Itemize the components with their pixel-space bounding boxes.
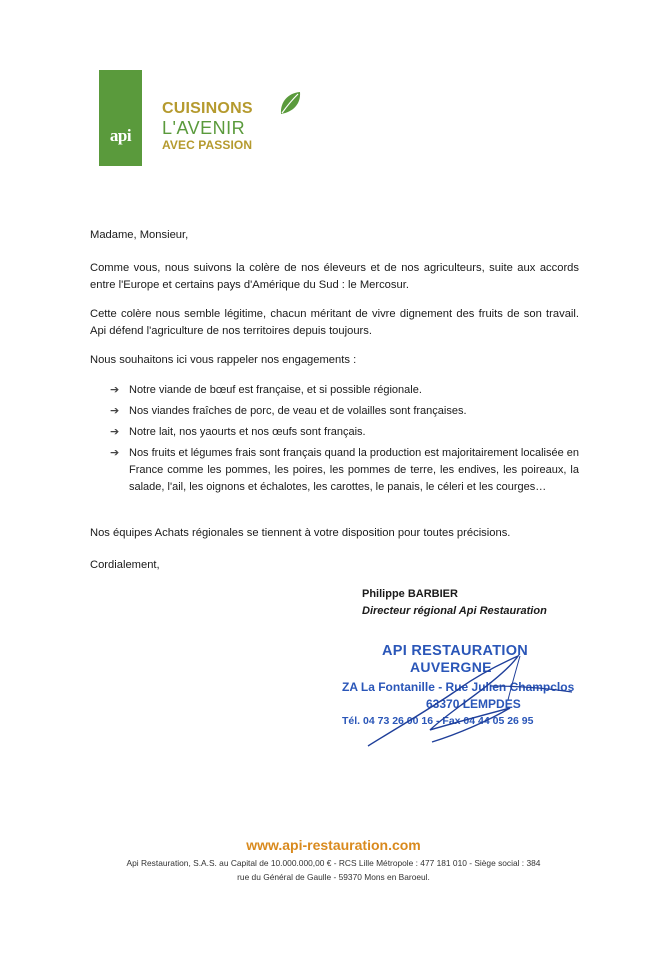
- signer-title: Directeur régional Api Restauration: [362, 605, 547, 617]
- tagline-line2: L'AVENIR: [162, 118, 246, 138]
- commitments-list: [110, 382, 579, 500]
- list-item: [110, 424, 579, 441]
- stamp-line2: AUVERGNE: [410, 659, 492, 675]
- closing: Cordialement,: [90, 559, 160, 571]
- handwritten-signature: [340, 646, 580, 756]
- salutation: Madame, Monsieur,: [90, 229, 189, 241]
- stamp-line1: API RESTAURATION: [382, 643, 529, 659]
- list-item: [110, 445, 579, 496]
- commitment-text: Nos viandes fraîches de porc, de veau et de volailles sont françaises.: [129, 405, 467, 417]
- right-arrow-icon: ➔: [110, 447, 120, 459]
- list-item: [110, 382, 579, 399]
- legal-line2: rue du Général de Gaulle - 59370 Mons en Baroeul.: [237, 872, 430, 882]
- commitment-text: Notre viande de bœuf est française, et si possible régionale.: [129, 384, 422, 396]
- api-logo: [99, 70, 142, 166]
- list-item: [110, 403, 579, 420]
- stamp-line5: Tél. 04 73 26 00 16 - Fax 04 44 05 26 95: [342, 715, 534, 727]
- leaf-icon: [278, 90, 302, 116]
- signature-block: [362, 586, 547, 620]
- stamp-line3: ZA La Fontanille - Rue Julien Champclos: [342, 680, 575, 694]
- paragraph-2: Cette colère nous semble légitime, chacun méritant de vivre dignement des fruits de son travail. Api défend l'agriculture de nos territoires depuis toujours.: [90, 308, 579, 337]
- tagline-line1: CUISINONS: [162, 100, 253, 117]
- commitment-text: Nos fruits et légumes frais sont français quand la production est majoritairement localisée en France comme les pommes, les poires, les pommes de terre, les endives, les poireaux, la salade, l'ail, les oignons et échalotes, les carottes, le panais, le céleri et les courges…: [129, 447, 580, 493]
- paragraph-1: Comme vous, nous suivons la colère de nos éleveurs et de nos agriculteurs, suite aux accords entre l'Europe et certains pays d'Amérique du Sud : le Mercosur.: [90, 262, 579, 291]
- footer-legal: [80, 856, 587, 884]
- logo-brand: api: [109, 126, 132, 145]
- right-arrow-icon: ➔: [110, 426, 120, 438]
- signer-name: Philippe BARBIER: [362, 588, 458, 600]
- paragraph-3: Nous souhaitons ici vous rappeler nos engagements :: [90, 354, 357, 366]
- right-arrow-icon: ➔: [110, 384, 120, 396]
- stamp-line4: 63370 LEMPDES: [426, 697, 521, 711]
- paragraph-4: Nos équipes Achats régionales se tiennent à votre disposition pour toutes précisions.: [90, 527, 511, 539]
- commitment-text: Notre lait, nos yaourts et nos œufs sont français.: [129, 426, 366, 438]
- right-arrow-icon: ➔: [110, 405, 120, 417]
- legal-line1: Api Restauration, S.A.S. au Capital de 10.000.000,00 € - RCS Lille Métropole : 477 181 010 - Siège social : 384: [126, 858, 541, 868]
- tagline-line3: AVEC PASSION: [162, 138, 253, 152]
- footer-website: www.api-restauration.com: [246, 837, 421, 853]
